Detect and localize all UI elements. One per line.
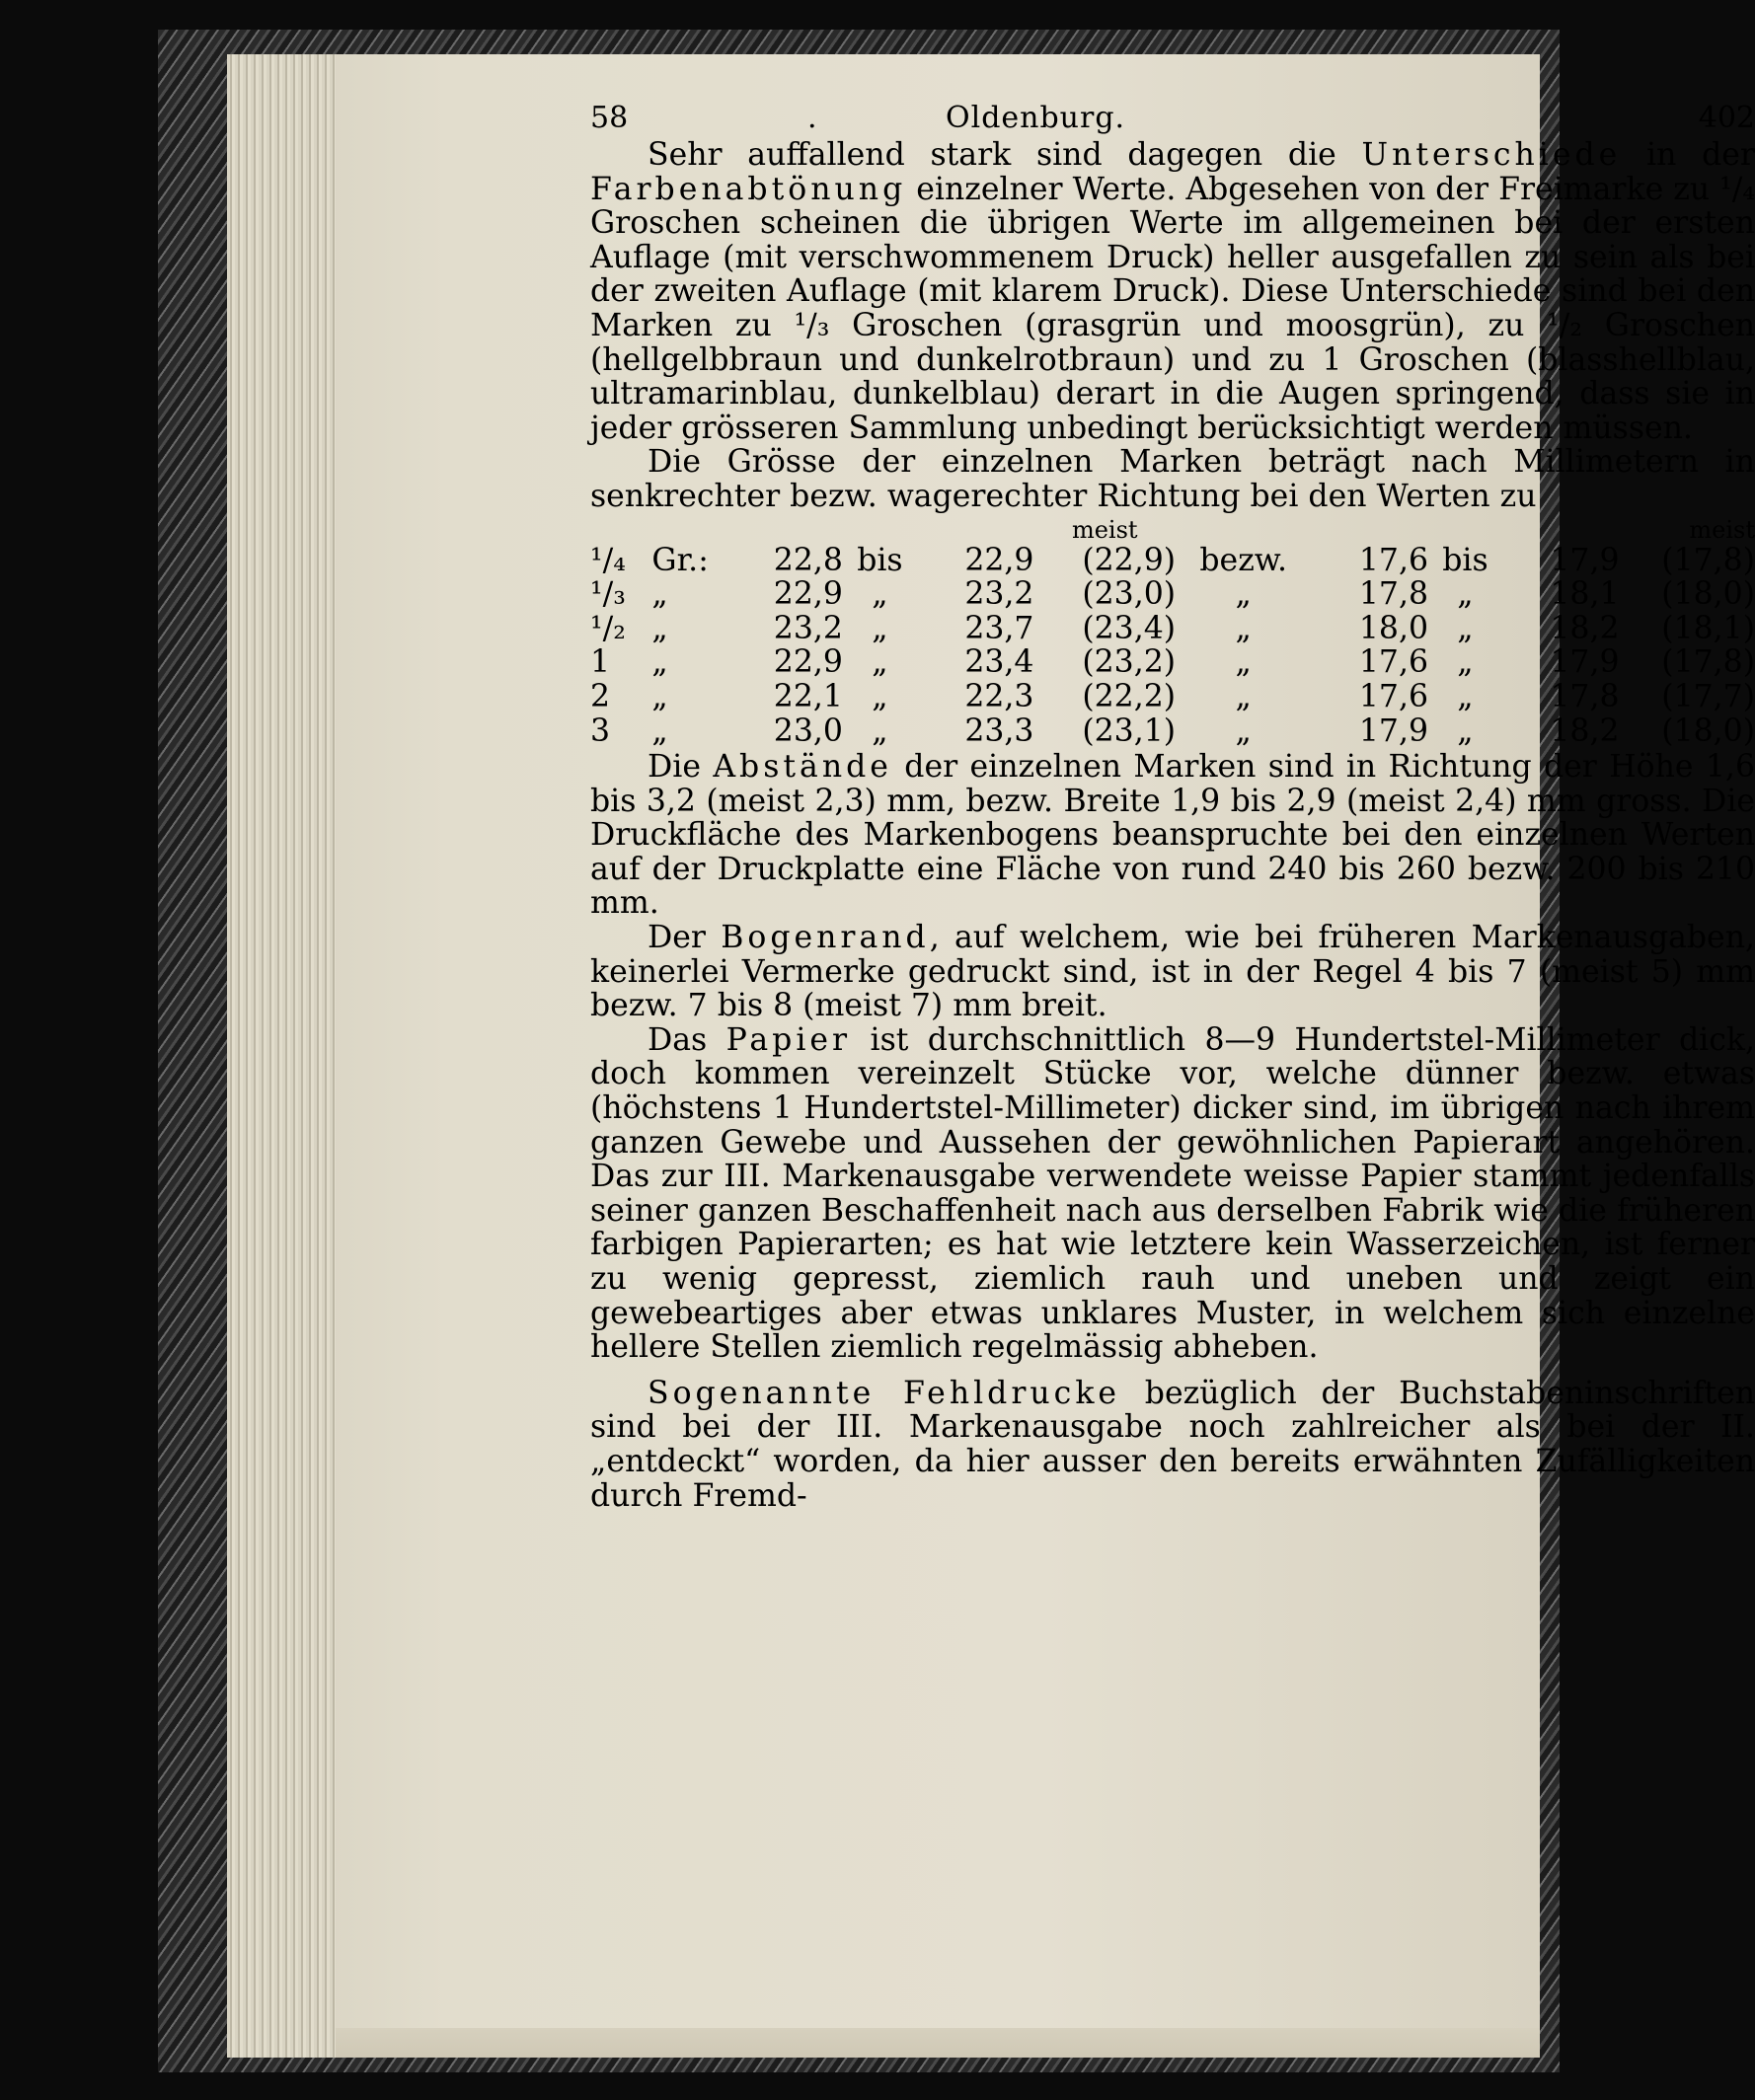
row-h-from: 22,8 (773, 542, 843, 578)
row-w-from: 17,6 (1358, 678, 1428, 714)
p5-rest: ist durchschnittlich 8—9 Hundertstel-Millimeter dick, doch kommen vereinzelt Stücke vor, welche dünner bezw. etwas (höchstens 1 Hundertstel-Millimeter) dicker sind, im übrigen nach ihrem ganzen Gewebe und Aussehen der gewöhnlichen Papierart angehören. Das zur III. Markenausgabe verwendete weisse Papier stammt jedenfalls seiner ganzen Beschaffenheit nach aus derselben Fabrik wie die früheren farbigen Papierarten; es hat wie letztere kein Wasserzeichen, ist ferner zu wenig gepresst, ziemlich rauh und uneben und zeigt ein gewebeartiges aber etwas unklares Muster, in welchem sich einzelne hellere Stellen ziemlich regelmässig abheben. (590, 1021, 1755, 1366)
p4-lead: Der (648, 920, 722, 956)
paragraph-sheet-margin (590, 921, 1755, 1023)
row-sep2: „ (1457, 712, 1474, 749)
row-w-meist: (17,7) (1661, 678, 1755, 714)
row-value: ¹/₃ (590, 576, 626, 613)
p1-rest: einzelner Werte. Abgesehen von der Freimarke zu ¹/₄ Groschen scheinen die übrigen Werte im allgemeinen bei der ersten Auflage (mit verschwommenem Druck) heller ausgefallen zu sein als bei der zweiten Auflage (mit klarem Druck). Diese Unterschiede sind bei den Marken zu ¹/₃ Groschen (grasgrün und moosgrün), zu ¹/₂ Groschen (hellgelbbraun und dunkelrotbraun) und zu 1 Groschen (blasshellblau, ultramarinblau, dunkelblau) derart in die Augen springend, dass sie in jeder grösseren Sammlung unbedingt berücksichtigt werden müssen. (590, 171, 1755, 446)
row-w-from: 17,6 (1358, 542, 1428, 578)
header-dot: . (807, 101, 817, 135)
p5-spaced: Papier (725, 1021, 852, 1058)
row-sep2: „ (1457, 644, 1474, 681)
row-w-from: 17,8 (1358, 576, 1428, 613)
paragraph-paper (590, 1023, 1755, 1365)
row-unit: „ (651, 678, 668, 714)
p1-lead: Sehr auffallend stark sind dagegen die (648, 137, 1362, 173)
page-bottom-edge (336, 2028, 1540, 2058)
row-sep1: „ (872, 678, 888, 714)
row-w-to: 17,8 (1550, 678, 1620, 714)
row-h-to: 23,2 (964, 576, 1034, 613)
meist-header-2: meist (1689, 515, 1755, 544)
row-sep1: „ (872, 712, 888, 749)
paragraph-stamp-size: Die Grösse der einzelnen Marken beträgt nach Millimetern in senkrechter bezw. wagerechter Richtung bei den Werten zu (590, 444, 1755, 514)
row-conj: bezw. (1199, 542, 1288, 578)
row-sep2: „ (1457, 610, 1474, 646)
size-table-header (590, 516, 1755, 544)
row-w-from: 17,6 (1358, 644, 1428, 681)
table-row (590, 645, 1755, 680)
p3-spaced: Abstände (713, 749, 892, 786)
row-w-meist: (17,8) (1661, 644, 1755, 681)
row-value: ¹/₂ (590, 610, 626, 646)
row-sep2: „ (1457, 678, 1474, 714)
row-h-meist: (22,2) (1082, 678, 1177, 714)
size-table (590, 516, 1755, 749)
row-sep1: bis (857, 542, 903, 578)
row-sep2: „ (1457, 576, 1474, 613)
row-w-to: 17,9 (1550, 542, 1620, 578)
p3-lead: Die (648, 749, 714, 786)
row-w-to: 18,1 (1550, 576, 1620, 613)
section-number: 402 (1698, 101, 1755, 135)
row-h-meist: (23,2) (1082, 644, 1177, 681)
row-h-from: 23,0 (773, 712, 843, 749)
running-header (590, 49, 1755, 138)
running-title: Oldenburg. (946, 101, 1126, 135)
row-conj: „ (1235, 712, 1252, 749)
row-h-from: 22,1 (773, 678, 843, 714)
p6-rest: bezüglich der Buchstabeninschriften sind bei der III. Markenausgabe noch zahlreicher als bei der II. „entdeckt“ worden, da hier ausser den bereits erwähnten Zufälligkeiten durch Fremd- (590, 1375, 1755, 1514)
p4-spaced: Bogenrand (721, 920, 930, 956)
row-conj: „ (1235, 678, 1252, 714)
row-h-meist: (22,9) (1082, 542, 1177, 578)
row-h-to: 22,3 (964, 678, 1034, 714)
row-h-meist: (23,0) (1082, 576, 1177, 613)
row-w-meist: (18,0) (1661, 712, 1755, 749)
p6-spaced: Sogenannte Fehldrucke (648, 1375, 1121, 1411)
row-h-from: 22,9 (773, 576, 843, 613)
paragraph-spacing (590, 750, 1755, 921)
row-conj: „ (1235, 610, 1252, 646)
row-w-to: 18,2 (1550, 712, 1620, 749)
text-block (590, 49, 1755, 1513)
row-w-from: 18,0 (1358, 610, 1428, 646)
row-value: 2 (590, 678, 611, 714)
row-conj: „ (1235, 576, 1252, 613)
table-row (590, 544, 1755, 578)
row-conj: „ (1235, 644, 1252, 681)
meist-header-1: meist (1071, 515, 1138, 544)
p1-spaced2: Farbenabtönung (590, 171, 907, 207)
table-row (590, 577, 1755, 612)
row-value: 1 (590, 644, 611, 681)
row-w-from: 17,9 (1358, 712, 1428, 749)
row-sep1: „ (872, 644, 888, 681)
paragraph-color-differences (590, 138, 1755, 445)
row-sep2: bis (1442, 542, 1488, 578)
p1-mid: in der (1621, 137, 1755, 173)
row-w-to: 17,9 (1550, 644, 1620, 681)
row-unit: „ (651, 712, 668, 749)
row-h-to: 23,4 (964, 644, 1034, 681)
row-h-from: 22,9 (773, 644, 843, 681)
row-h-meist: (23,4) (1082, 610, 1177, 646)
row-w-meist: (18,0) (1661, 576, 1755, 613)
row-value: ¹/₄ (590, 542, 626, 578)
paragraph-misprints (590, 1377, 1755, 1513)
row-unit: „ (651, 610, 668, 646)
row-sep1: „ (872, 610, 888, 646)
row-sep1: „ (872, 576, 888, 613)
row-w-meist: (17,8) (1661, 542, 1755, 578)
page-number: 58 (590, 101, 629, 135)
p5-lead: Das (648, 1021, 726, 1058)
table-row (590, 680, 1755, 714)
row-w-to: 18,2 (1550, 610, 1620, 646)
p4-rest: , auf welchem, wie bei früheren Markenausgaben, keinerlei Vermerke gedruckt sind, ist in der Regel 4 bis 7 (meist 5) mm bezw. 7 bis 8 (meist 7) mm breit. (590, 920, 1755, 1024)
table-row (590, 612, 1755, 646)
row-h-from: 23,2 (773, 610, 843, 646)
row-h-to: 22,9 (964, 542, 1034, 578)
row-h-meist: (23,1) (1082, 712, 1177, 749)
page-edges (227, 54, 336, 2058)
row-unit: Gr.: (651, 542, 709, 578)
row-unit: „ (651, 576, 668, 613)
p1-spaced: Unterschiede (1361, 137, 1622, 173)
row-h-to: 23,7 (964, 610, 1034, 646)
row-value: 3 (590, 712, 611, 749)
row-w-meist: (18,1) (1661, 610, 1755, 646)
table-row (590, 714, 1755, 749)
row-h-to: 23,3 (964, 712, 1034, 749)
row-unit: „ (651, 644, 668, 681)
p3-rest: der einzelnen Marken sind in Richtung der Höhe 1,6 bis 3,2 (meist 2,3) mm, bezw. Breite 1,9 bis 2,9 (meist 2,4) mm gross. Die Druckfläche des Markenbogens beanspruchte bei den einzelnen Werten auf der Druckplatte eine Fläche von rund 240 bis 260 bezw. 200 bis 210 mm. (590, 749, 1755, 922)
